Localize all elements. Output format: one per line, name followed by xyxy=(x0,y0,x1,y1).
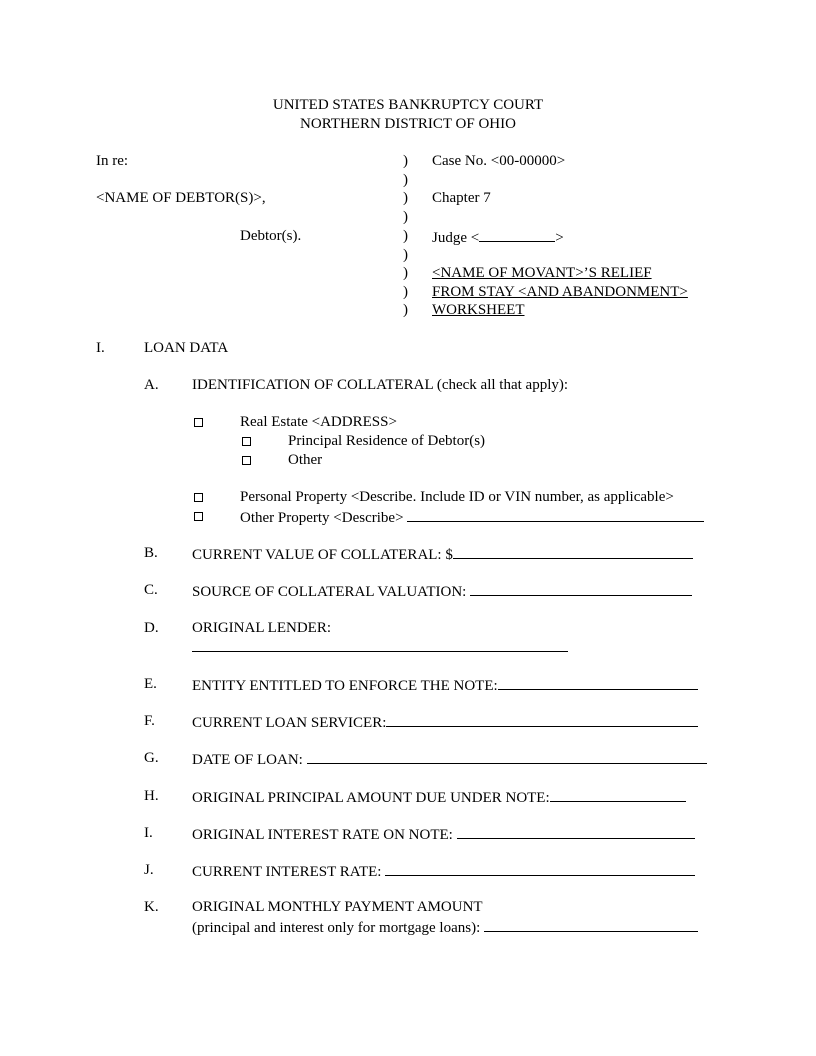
caption-paren: ) xyxy=(403,228,408,244)
other-property-blank[interactable] xyxy=(407,507,704,522)
current-interest-blank[interactable] xyxy=(385,861,695,876)
debtor-label: Debtor(s). xyxy=(240,228,302,244)
real-estate-checkbox[interactable] xyxy=(194,418,203,427)
item-g-letter: G. xyxy=(144,750,159,766)
caption-paren: ) xyxy=(403,209,408,225)
district-name: NORTHERN DISTRICT OF OHIO xyxy=(300,116,516,132)
item-c-field xyxy=(192,581,692,601)
loan-servicer-blank[interactable] xyxy=(386,712,698,727)
document-title-line-1: <NAME OF MOVANT>’S RELIEF xyxy=(432,265,652,281)
other-property-label: Other Property <Describe> xyxy=(240,510,404,526)
item-k-letter: K. xyxy=(144,899,159,915)
original-lender-label: ORIGINAL LENDER: xyxy=(192,620,332,636)
judge-label: Judge < xyxy=(432,230,480,246)
loan-date-blank[interactable] xyxy=(307,749,707,764)
item-g-field xyxy=(192,749,707,769)
item-a-letter: A. xyxy=(144,377,159,393)
case-number: Case No. <00-00000> xyxy=(432,153,566,169)
item-k-field xyxy=(192,917,698,937)
item-e-letter: E. xyxy=(144,676,157,692)
item-i-letter: I. xyxy=(144,825,153,841)
judge-blank[interactable] xyxy=(479,227,555,242)
document-title-line-3: WORKSHEET xyxy=(432,302,525,318)
in-re-label: In re: xyxy=(96,153,129,169)
valuation-source-blank[interactable] xyxy=(470,581,692,596)
chapter: Chapter 7 xyxy=(432,190,491,206)
enforcing-entity-label: ENTITY ENTITLED TO ENFORCE THE NOTE: xyxy=(192,678,498,694)
caption-paren: ) xyxy=(403,284,408,300)
original-interest-label: ORIGINAL INTEREST RATE ON NOTE: xyxy=(192,827,453,843)
other-real-estate-checkbox[interactable] xyxy=(242,456,251,465)
section-title: LOAN DATA xyxy=(144,340,229,356)
document-title-line-2: FROM STAY <AND ABANDONMENT> xyxy=(432,284,688,300)
current-value-label: CURRENT VALUE OF COLLATERAL: $ xyxy=(192,547,453,563)
current-interest-label: CURRENT INTEREST RATE: xyxy=(192,864,382,880)
loan-servicer-label: CURRENT LOAN SERVICER: xyxy=(192,715,387,731)
debtor-name: <NAME OF DEBTOR(S)>, xyxy=(96,190,266,206)
judge-end: > xyxy=(555,230,564,246)
principal-amount-blank[interactable] xyxy=(550,787,686,802)
item-b-field xyxy=(192,544,693,564)
original-lender-blank[interactable] xyxy=(192,651,568,652)
item-j-field xyxy=(192,861,695,881)
principal-amount-label: ORIGINAL PRINCIPAL AMOUNT DUE UNDER NOTE: xyxy=(192,790,550,806)
personal-property-checkbox[interactable] xyxy=(194,493,203,502)
monthly-payment-label: ORIGINAL MONTHLY PAYMENT AMOUNT xyxy=(192,899,483,915)
monthly-payment-blank[interactable] xyxy=(484,917,698,932)
judge-field xyxy=(432,227,564,247)
item-c-letter: C. xyxy=(144,582,158,598)
item-f-letter: F. xyxy=(144,713,155,729)
enforcing-entity-blank[interactable] xyxy=(498,675,698,690)
other-property-field xyxy=(240,507,704,527)
caption-paren: ) xyxy=(403,190,408,206)
real-estate-label: Real Estate <ADDRESS> xyxy=(240,414,397,430)
loan-date-label: DATE OF LOAN: xyxy=(192,752,303,768)
caption-paren: ) xyxy=(403,153,408,169)
item-e-field xyxy=(192,675,698,695)
item-h-letter: H. xyxy=(144,788,159,804)
item-h-field xyxy=(192,787,686,807)
item-b-letter: B. xyxy=(144,545,158,561)
court-name: UNITED STATES BANKRUPTCY COURT xyxy=(272,97,544,113)
other-real-estate-label: Other xyxy=(288,452,323,468)
personal-property-label: Personal Property <Describe. Include ID or VIN number, as applicable> xyxy=(240,489,674,505)
caption-paren: ) xyxy=(403,302,408,318)
caption-paren: ) xyxy=(403,172,408,188)
other-property-checkbox[interactable] xyxy=(194,512,203,521)
item-f-field xyxy=(192,712,698,732)
principal-residence-checkbox[interactable] xyxy=(242,437,251,446)
item-i-field xyxy=(192,824,695,844)
valuation-source-label: SOURCE OF COLLATERAL VALUATION: xyxy=(192,584,467,600)
original-interest-blank[interactable] xyxy=(457,824,695,839)
principal-residence-label: Principal Residence of Debtor(s) xyxy=(288,433,486,449)
section-number: I. xyxy=(96,340,105,356)
item-j-letter: J. xyxy=(144,862,154,878)
item-d-letter: D. xyxy=(144,620,159,636)
monthly-payment-sub-label: (principal and interest only for mortgage loans): xyxy=(192,920,481,936)
item-a-text: IDENTIFICATION OF COLLATERAL (check all that apply): xyxy=(192,377,569,393)
caption-paren: ) xyxy=(403,247,408,263)
caption-paren: ) xyxy=(403,265,408,281)
current-value-blank[interactable] xyxy=(453,544,693,559)
